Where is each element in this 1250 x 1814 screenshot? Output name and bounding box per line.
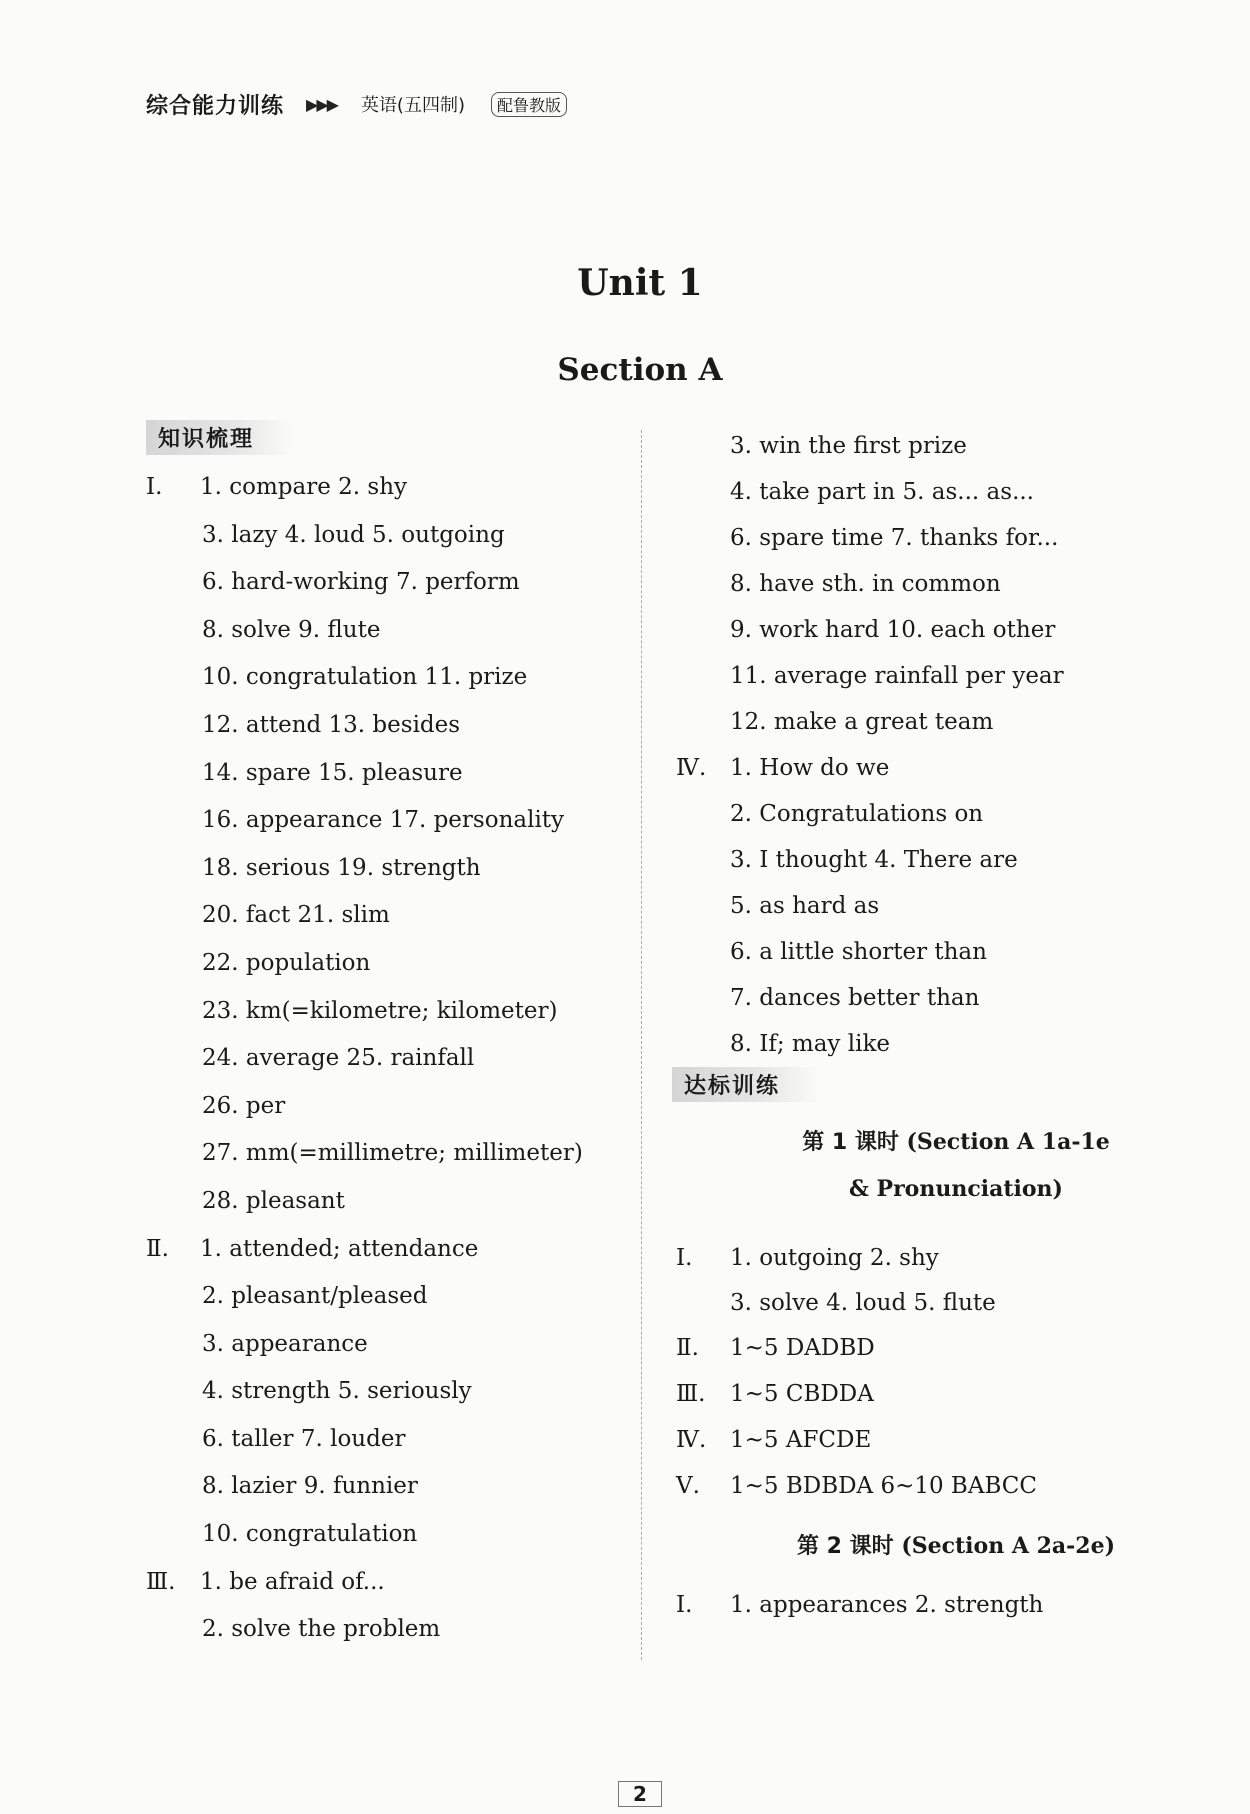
- answer-line: 11. average rainfall per year: [730, 663, 1064, 689]
- roman-numeral: Ⅳ.: [676, 755, 707, 781]
- answer-line: 6. hard-working 7. perform: [202, 569, 520, 596]
- page-header: [146, 88, 567, 120]
- lesson-1-title: 第 1 课时 (Section A 1a-1e: [802, 1129, 1110, 1155]
- answer-line: 24. average 25. rainfall: [202, 1045, 475, 1072]
- roman-numeral: Ⅲ.: [146, 1568, 176, 1595]
- answer-line: 18. serious 19. strength: [202, 854, 481, 881]
- roman-numeral: Ⅴ.: [676, 1473, 700, 1499]
- answer-line: Ⅲ. 1. be afraid of...: [146, 1559, 636, 1607]
- answer-line: Ⅰ. 1. outgoing 2. shy: [676, 1235, 1236, 1281]
- answer-line: 2. solve the problem: [202, 1616, 441, 1643]
- arrow-icon: ▶▶▶: [306, 94, 337, 114]
- answer-line: 6. spare time 7. thanks for...: [730, 525, 1059, 551]
- answer-line: 4. take part in 5. as... as...: [730, 479, 1034, 505]
- right-column: [676, 423, 1236, 1628]
- answer-line: Ⅱ. 1~5 DADBD: [676, 1325, 1236, 1371]
- edition-badge: 配鲁教版: [491, 92, 567, 117]
- lesson-2-title: 第 2 课时 (Section A 2a-2e): [797, 1533, 1115, 1559]
- column-divider: [641, 430, 642, 1660]
- roman-numeral: Ⅱ.: [676, 1335, 699, 1361]
- answer-line: 3. win the first prize: [730, 433, 967, 459]
- roman-numeral: Ⅰ.: [146, 474, 163, 500]
- practice-heading: 达标训练: [672, 1067, 820, 1102]
- answer-line: 6. taller 7. louder: [202, 1425, 406, 1452]
- answer-line: 8. solve 9. flute: [202, 616, 381, 643]
- unit-title: Unit 1: [577, 262, 703, 304]
- answer-line: 7. dances better than: [730, 985, 980, 1011]
- answer-line: 3. solve 4. loud 5. flute: [730, 1290, 996, 1316]
- answer-line: 2. pleasant/pleased: [202, 1283, 428, 1310]
- answer-line: 8. If; may like: [730, 1031, 891, 1057]
- answer-line: 3. I thought 4. There are: [730, 847, 1018, 873]
- answer-line: 27. mm(=millimetre; millimeter): [202, 1140, 583, 1167]
- answer-line: 10. congratulation: [202, 1521, 418, 1548]
- answer-line: 28. pleasant: [202, 1187, 345, 1214]
- subject-label: 英语(五四制): [360, 95, 465, 116]
- answer-line: Ⅴ. 1~5 BDBDA 6~10 BABCC: [676, 1463, 1236, 1509]
- answer-line: 4. strength 5. seriously: [202, 1378, 472, 1405]
- roman-numeral: Ⅲ.: [676, 1381, 706, 1407]
- answer-line: 3. lazy 4. loud 5. outgoing: [202, 521, 505, 548]
- section-title: Section A: [557, 352, 723, 388]
- answer-line: 16. appearance 17. personality: [202, 807, 565, 834]
- answer-line: 5. as hard as: [730, 893, 880, 919]
- answer-line: Ⅲ. 1~5 CBDDA: [676, 1371, 1236, 1417]
- answer-line: Ⅱ. 1. attended; attendance: [146, 1226, 636, 1274]
- answer-line: 20. fact 21. slim: [202, 902, 390, 929]
- answer-line: 10. congratulation 11. prize: [202, 664, 528, 691]
- answer-line: Ⅳ. 1. How do we: [676, 745, 1236, 791]
- answer-line: 22. population: [202, 949, 371, 976]
- answer-line: 8. lazier 9. funnier: [202, 1473, 418, 1500]
- answer-line: 12. make a great team: [730, 709, 994, 735]
- answer-line: 12. attend 13. besides: [202, 711, 461, 738]
- answer-line: Ⅰ. 1. appearances 2. strength: [676, 1582, 1236, 1628]
- answer-line: 6. a little shorter than: [730, 939, 987, 965]
- answer-line: 23. km(=kilometre; kilometer): [202, 997, 558, 1024]
- roman-numeral: Ⅰ.: [676, 1245, 693, 1271]
- page-number: 2: [0, 1782, 1250, 1806]
- roman-numeral: Ⅰ.: [676, 1592, 693, 1618]
- answer-line: 9. work hard 10. each other: [730, 617, 1056, 643]
- roman-numeral: Ⅳ.: [676, 1427, 707, 1453]
- answer-line: 14. spare 15. pleasure: [202, 759, 463, 786]
- lesson-1-subtitle: & Pronunciation): [849, 1176, 1063, 1202]
- roman-numeral: Ⅱ.: [146, 1235, 169, 1262]
- answer-line: Ⅳ. 1~5 AFCDE: [676, 1417, 1236, 1463]
- answer-line: 26. per: [202, 1092, 286, 1119]
- answer-line: 2. Congratulations on: [730, 801, 984, 827]
- left-column: [146, 428, 636, 1654]
- answer-line: Ⅰ. 1. compare 2. shy: [146, 464, 636, 512]
- knowledge-heading: 知识梳理: [146, 420, 294, 455]
- book-title: 综合能力训练: [146, 93, 285, 119]
- answer-line: 3. appearance: [202, 1330, 368, 1357]
- answer-line: 8. have sth. in common: [730, 571, 1001, 597]
